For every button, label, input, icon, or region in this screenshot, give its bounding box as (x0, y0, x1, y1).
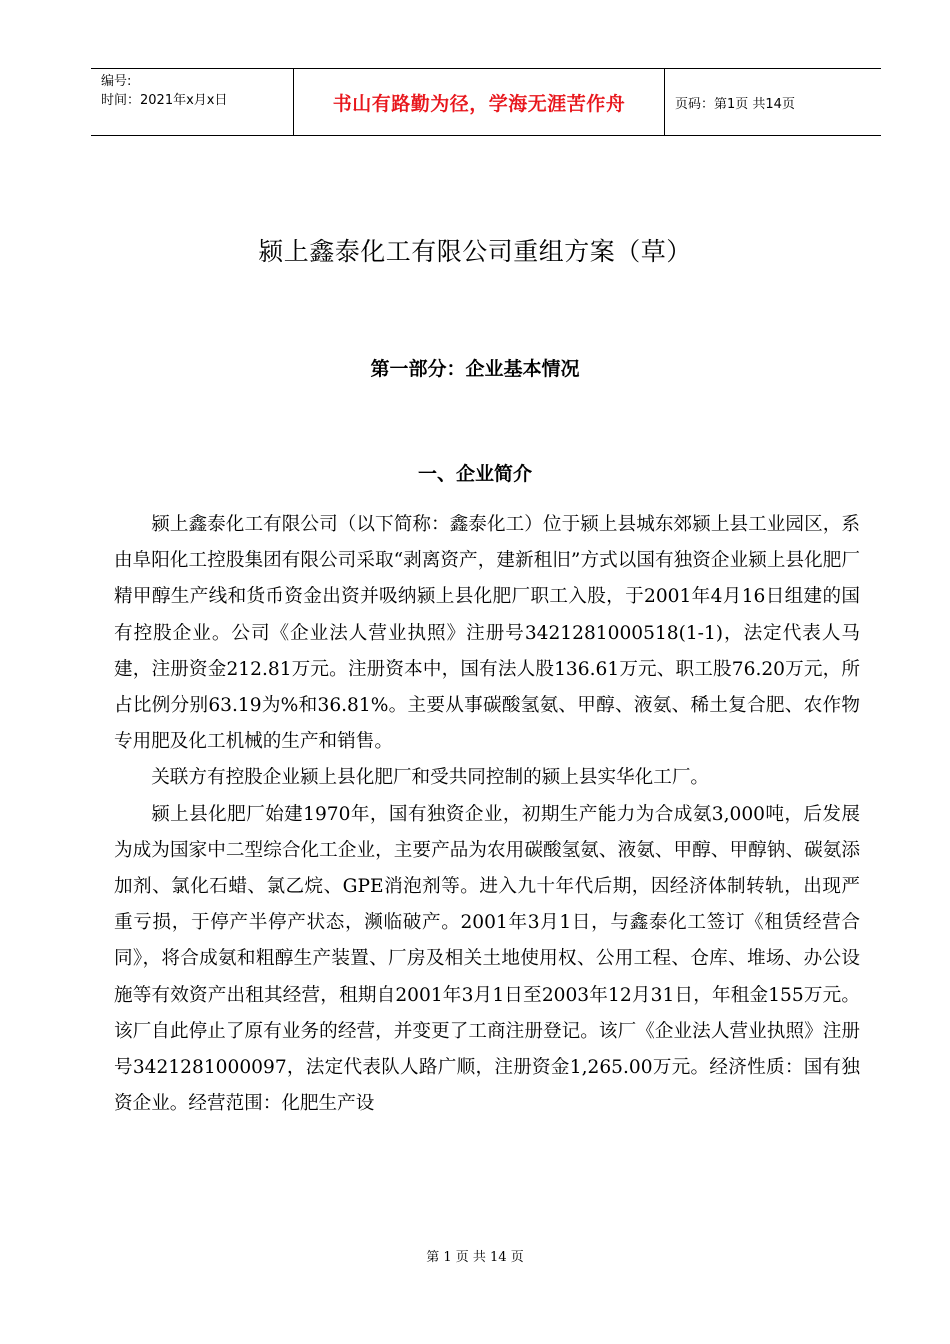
document-code-label: 编号: (101, 74, 132, 89)
section-heading: 一、企业简介 (417, 463, 532, 485)
body-text (114, 507, 860, 1122)
paragraph: 颍上县化肥厂始建1970年，国有独资企业，初期生产能力为合成氨3,000吨，后发展为成为国家中二型综合化工企业，主要产品为农用碳酸氢氨、液氨、甲醇、甲醇钠、碳氨添加剂、氯化石蜡、氯乙烷、GPE消泡剂等。进入九十年代后期，因经济体制转轨，出现严重亏损，于停产半停产状态，濒临破产。2001年3月1日，与鑫泰化工签订《租赁经营合同》，将合成氨和粗醇生产装置、厂房及相关土地使用权、公用工程、仓库、堆场、办公设施等有效资产出租其经营，租期自2001年3月1日至2003年12月31日，年租金155万元。该厂自此停止了原有业务的经营，并变更了工商注册登记。该厂《企业法人营业执照》注册号3421281000097，法定代表队人路广顺，注册资金1,265.00万元。经济性质：国有独资企业。经营范围：化肥生产设 (114, 803, 860, 1115)
header-meta (91, 69, 293, 135)
header-page-info: 页码：第1页 共14页 (675, 96, 795, 112)
page-footer: 第 1 页 共 14 页 (426, 1250, 524, 1265)
page-header (91, 68, 881, 136)
header-motto: 书山有路勤为径，学海无涯苦作舟 (293, 69, 665, 135)
paragraph: 颍上鑫泰化工有限公司（以下简称：鑫泰化工）位于颍上县城东郊颍上县工业园区，系由阜阳化工控股集团有限公司采取“剥离资产，建新租旧”方式以国有独资企业颍上县化肥厂精甲醇生产线和货币资金出资并吸纳颍上县化肥厂职工入股，于2001年4月16日组建的国有控股企业。公司《企业法人营业执照》注册号3421281000518(1-1)，法定代表人马建，注册资金212.81万元。注册资本中，国有法人股136.61万元、职工股76.20万元，所占比例分别63.19为%和36.81%。主要从事碳酸氢氨、甲醇、液氨、稀土复合肥、农作物专用肥及化工机械的生产和销售。 (114, 514, 860, 753)
paragraph: 关联方有控股企业颍上县化肥厂和受共同控制的颍上县实华化工厂。 (151, 767, 710, 789)
document-title: 颍上鑫泰化工有限公司重组方案（草） (258, 237, 692, 266)
document-time: 时间：2021年x月x日 (101, 93, 228, 108)
part-heading: 第一部分：企业基本情况 (370, 358, 580, 380)
